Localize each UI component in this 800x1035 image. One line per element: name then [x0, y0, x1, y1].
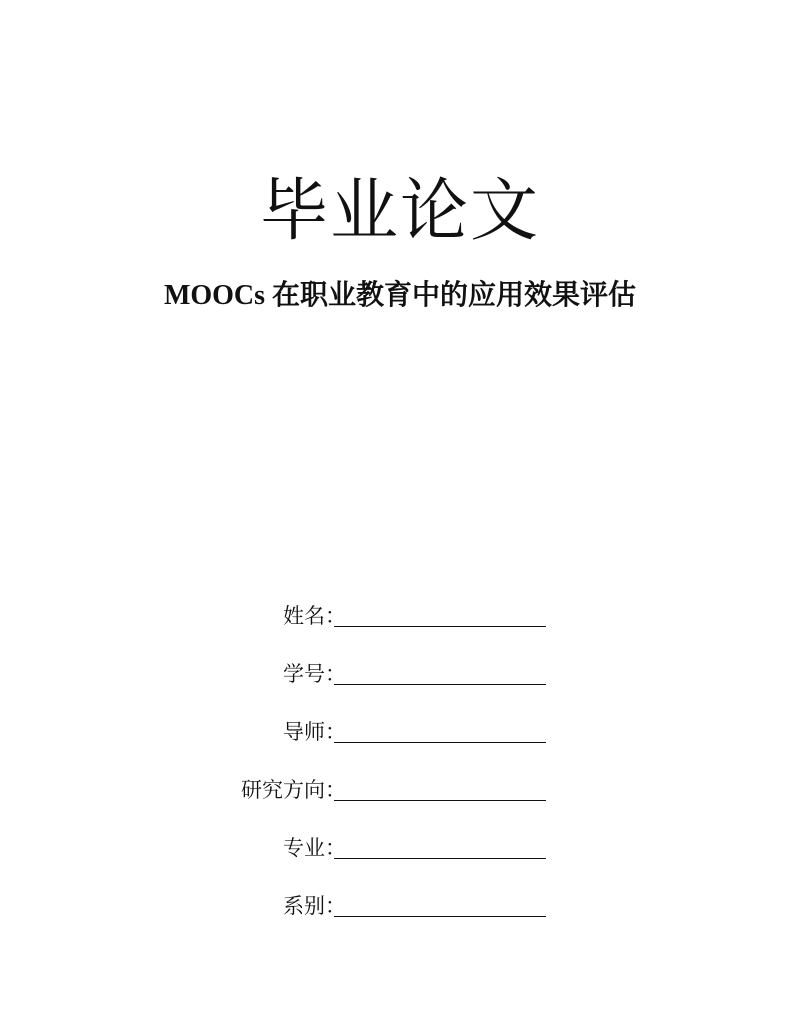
- field-label-name: 姓名：: [283, 604, 346, 628]
- field-label-research-direction: 研究方向：: [241, 778, 346, 802]
- field-row-advisor: [200, 714, 560, 772]
- name-blank-line: [334, 626, 546, 627]
- field-row-department: [200, 888, 560, 946]
- field-row-research-direction: [200, 772, 560, 830]
- research-direction-blank-line: [334, 800, 546, 801]
- field-row-major: [200, 830, 560, 888]
- major-blank-line: [334, 858, 546, 859]
- advisor-blank-line: [334, 742, 546, 743]
- page-title: 毕业论文: [259, 172, 540, 251]
- student-id-blank-line: [334, 684, 546, 685]
- field-label-department: 系别：: [283, 894, 346, 918]
- field-row-student-id: [200, 656, 560, 714]
- field-label-advisor: 导师：: [283, 720, 346, 744]
- field-label-student-id: 学号：: [283, 662, 346, 686]
- field-label-major: 专业：: [283, 836, 346, 860]
- info-fields: [200, 598, 560, 946]
- department-blank-line: [334, 916, 546, 917]
- thesis-subtitle: MOOCs 在职业教育中的应用效果评估: [163, 280, 637, 311]
- field-row-name: [200, 598, 560, 656]
